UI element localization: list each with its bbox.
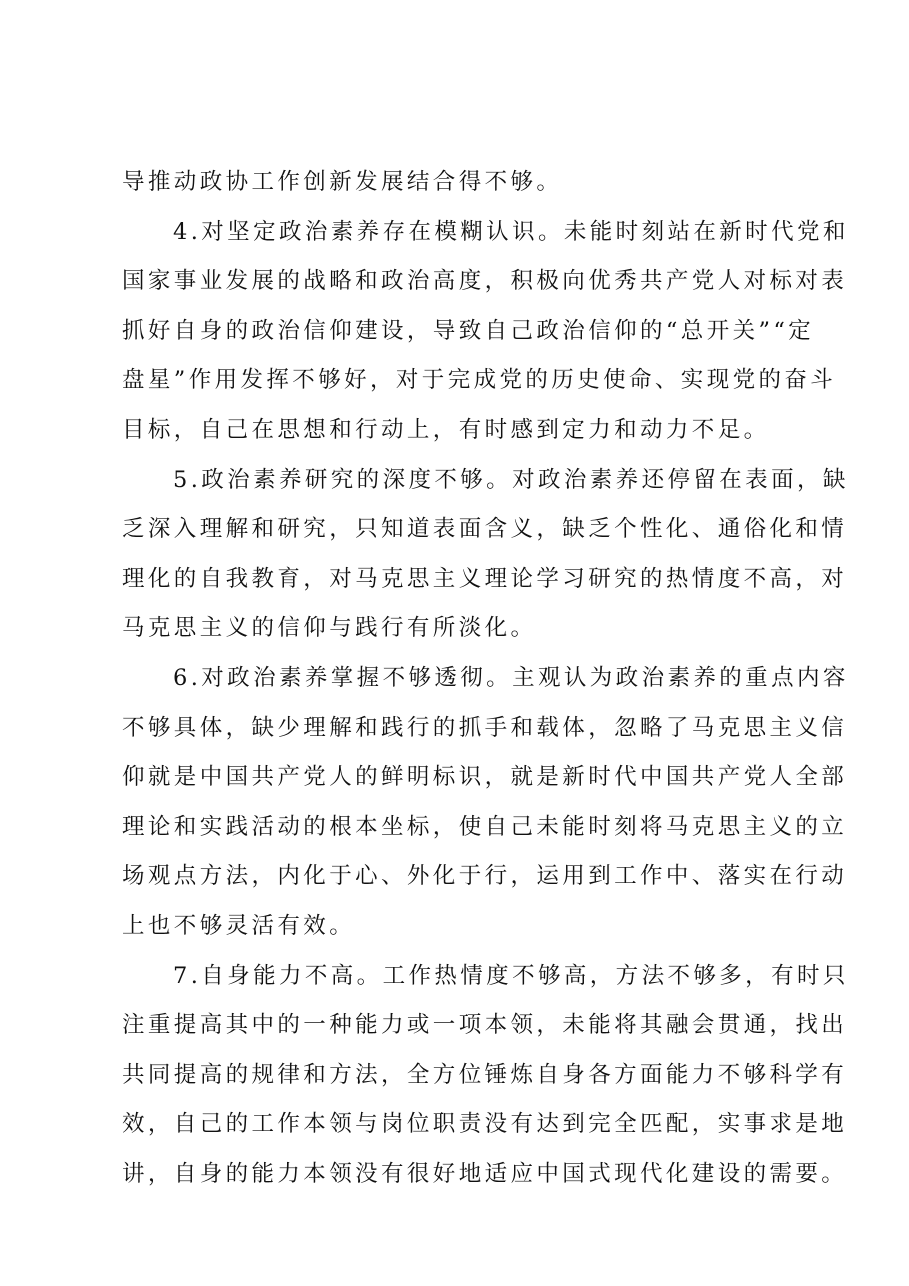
text-line: 马克思主义的信仰与践行有所淡化。 (122, 615, 537, 642)
paragraph-item-4 (122, 208, 849, 456)
text-line: 抓好自身的政治信仰建设，导致自己政治信仰的“总开关”“定 (122, 317, 815, 344)
text-line: 讲，自身的能力本领没有很好地适应中国式现代化建设的需要。 (122, 1160, 848, 1187)
text-line: 上也不够灵活有效。 (122, 912, 356, 939)
text-line: 注重提高其中的一种能力或一项本领，未能将其融会贯通，找出 (122, 1012, 848, 1039)
paragraph-continuation (122, 158, 812, 208)
text-line: 场观点方法，内化于心、外化于行，运用到工作中、落实在行动 (122, 863, 848, 890)
text-line: 5.政治素养研究的深度不够。对政治素养还停留在表面，缺 (173, 466, 849, 493)
text-line: 共同提高的规律和方法，全方位锤炼自身各方面能力不够科学有 (122, 1061, 848, 1088)
text-line: 乏深入理解和研究，只知道表面含义，缺乏个性化、通俗化和情 (122, 516, 848, 543)
text-line: 理化的自我教育，对马克思主义理论学习研究的热情度不高，对 (122, 565, 848, 592)
text-line: 6.对政治素养掌握不够透彻。主观认为政治素养的重点内容 (173, 664, 849, 691)
text-line: 效，自己的工作本领与岗位职责没有达到完全匹配，实事求是地 (122, 1111, 848, 1138)
paragraph-item-5 (122, 456, 849, 654)
text-line: 目标，自己在思想和行动上，有时感到定力和动力不足。 (122, 416, 770, 443)
text-line: 不够具体，缺少理解和践行的抓手和载体，忽略了马克思主义信 (122, 714, 848, 741)
text-line: 国家事业发展的战略和政治高度，积极向优秀共产党人对标对表 (122, 268, 848, 295)
text-line: 4.对坚定政治素养存在模糊认识。未能时刻站在新时代党和 (173, 218, 849, 245)
paragraph-item-6 (122, 654, 849, 952)
text-line: 盘星”作用发挥不够好，对于完成党的历史使命、实现党的奋斗 (122, 367, 837, 394)
paragraph-item-7 (122, 952, 849, 1200)
text-line: 导推动政协工作创新发展结合得不够。 (122, 169, 563, 195)
body-text (122, 158, 849, 1199)
text-line: 7.自身能力不高。工作热情度不够高，方法不够多，有时只 (173, 962, 849, 989)
text-line: 理论和实践活动的根本坐标，使自己未能时刻将马克思主义的立 (122, 813, 848, 840)
text-line: 仰就是中国共产党人的鲜明标识，就是新时代中国共产党人全部 (122, 764, 848, 791)
